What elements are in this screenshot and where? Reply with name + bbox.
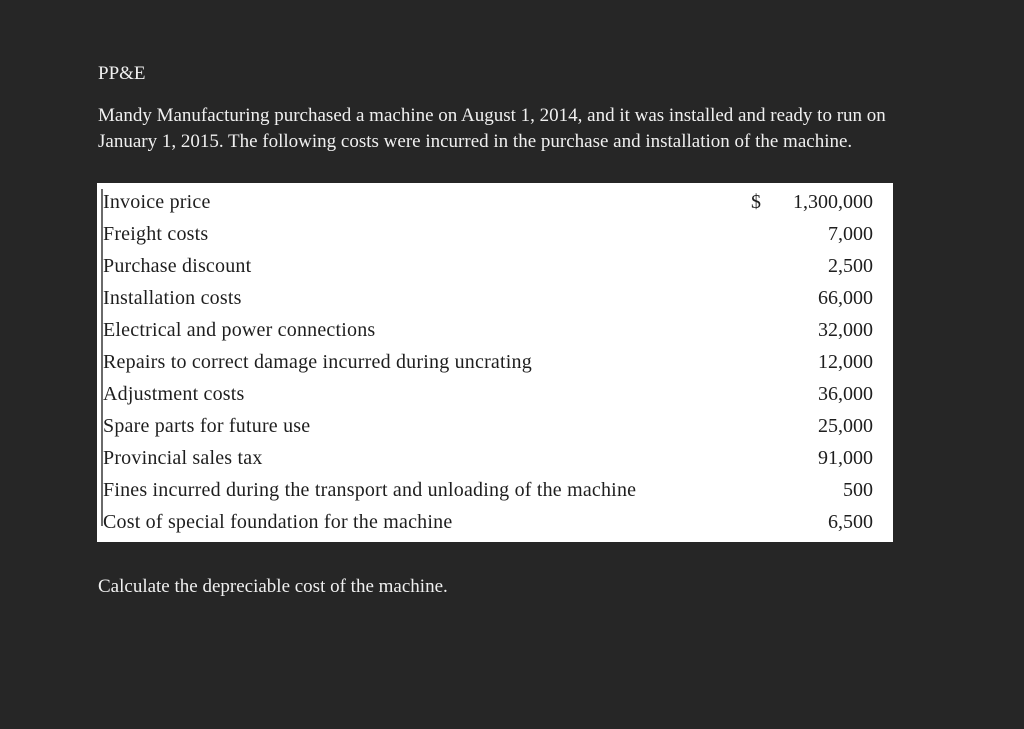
cost-row-repairs	[97, 346, 893, 378]
cost-amount: 66,000	[818, 287, 873, 309]
cost-row-sales-tax	[97, 442, 893, 474]
cost-amount: 36,000	[818, 383, 873, 405]
cost-row-freight	[97, 218, 893, 250]
cost-amount: 500	[843, 479, 873, 501]
currency-symbol: $	[751, 191, 761, 213]
cost-description: Electrical and power connections	[103, 319, 376, 341]
question-text: Calculate the depreciable cost of the machine.	[98, 576, 448, 597]
cost-row-spare-parts	[97, 410, 893, 442]
page-heading: PP&E	[98, 63, 146, 84]
cost-description: Purchase discount	[103, 255, 252, 277]
intro-paragraph: Mandy Manufacturing purchased a machine on August 1, 2014, and it was installed and ready to run on January 1, 2015. The following costs were incurred in the purchase and installation of the machine.	[98, 105, 886, 152]
cost-row-foundation	[97, 506, 893, 538]
cost-row-fines	[97, 474, 893, 506]
cost-description: Cost of special foundation for the machine	[103, 511, 453, 533]
cost-amount: 91,000	[818, 447, 873, 469]
cost-row-purchase-discount	[97, 250, 893, 282]
cost-row-invoice-price	[97, 186, 893, 218]
cost-row-installation	[97, 282, 893, 314]
cost-table	[97, 183, 893, 542]
cost-amount: 2,500	[828, 255, 873, 277]
cost-description: Repairs to correct damage incurred during uncrating	[103, 351, 532, 373]
cost-row-adjustment	[97, 378, 893, 410]
cost-row-electrical	[97, 314, 893, 346]
cost-amount: 32,000	[818, 319, 873, 341]
cost-amount: 6,500	[828, 511, 873, 533]
cost-amount: 1,300,000	[793, 191, 873, 213]
cost-amount: 25,000	[818, 415, 873, 437]
cost-amount: 7,000	[828, 223, 873, 245]
cost-description: Freight costs	[103, 223, 209, 245]
cost-description: Provincial sales tax	[103, 447, 263, 469]
cost-description: Invoice price	[103, 191, 211, 213]
cost-description: Adjustment costs	[103, 383, 245, 405]
cost-amount: 12,000	[818, 351, 873, 373]
cost-description: Fines incurred during the transport and unloading of the machine	[103, 479, 637, 501]
cost-description: Installation costs	[103, 287, 242, 309]
cost-description: Spare parts for future use	[103, 415, 311, 437]
